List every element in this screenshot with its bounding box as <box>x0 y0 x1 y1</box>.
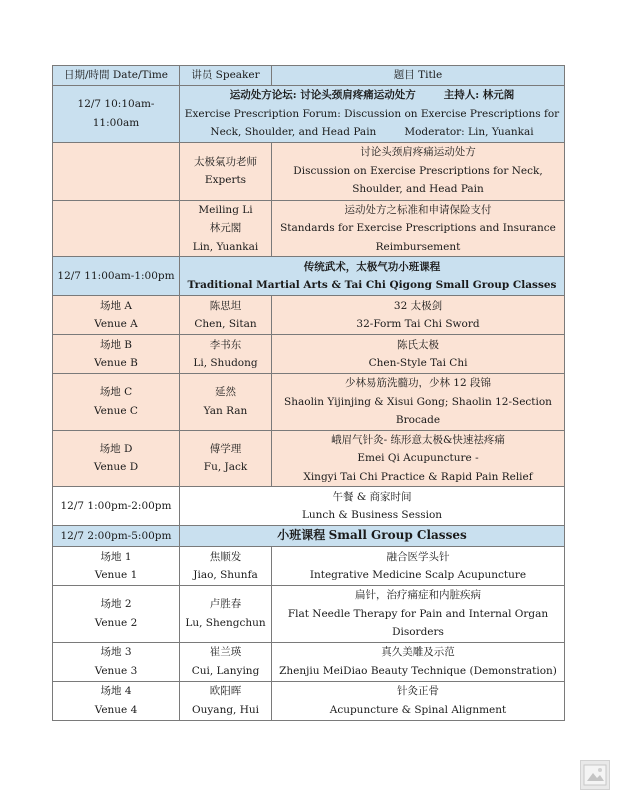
small-group-title-cell <box>180 526 565 547</box>
speaker-line: 太极氣功老师 <box>194 155 257 168</box>
title-line: Disorders <box>392 626 444 638</box>
title-line: 峨眉气针灸- 练形意太极&快速祛疼痛 <box>331 433 505 446</box>
venue-cn: 场地 D <box>99 442 133 455</box>
speaker-cn: 傅学理 <box>209 442 242 455</box>
time-cell <box>53 200 180 257</box>
forum-title-en-2: Neck, Shoulder, and Head Pain <box>210 126 377 138</box>
forum-section-row <box>53 86 565 143</box>
forum-title-cell <box>180 86 565 143</box>
table-row <box>53 547 565 586</box>
venue-en: Venue D <box>93 461 139 474</box>
title-line: 陈氏太极 <box>397 338 439 351</box>
title-line: Shoulder, and Head Pain <box>352 183 484 196</box>
title-line: 32-Form Tai Chi Sword <box>356 318 480 330</box>
speaker-line: 林元閣 <box>209 222 242 234</box>
speaker-cell <box>180 681 272 720</box>
martial-title-cell <box>180 257 565 296</box>
speaker-line: Meiling Li <box>198 203 253 216</box>
title-line: 运动处方之标准和申请保险支付 <box>344 203 492 216</box>
speaker-en: Cui, Lanying <box>191 664 260 677</box>
title-cell <box>272 642 565 681</box>
venue-cn: 场地 2 <box>100 598 132 611</box>
venue-cn: 场地 3 <box>100 646 132 658</box>
venue-en: Venue B <box>94 357 138 369</box>
speaker-en: Fu, Jack <box>203 461 248 474</box>
venue-en: Venue 4 <box>94 703 138 716</box>
title-cell <box>272 374 565 431</box>
venue-cell <box>53 374 180 431</box>
speaker-cn: 卢胜春 <box>209 598 242 611</box>
table-row <box>53 430 565 487</box>
venue-en: Venue 3 <box>94 664 138 677</box>
title-line: Discussion on Exercise Prescriptions for Neck, <box>293 164 543 177</box>
title-cell <box>272 142 565 200</box>
speaker-cell <box>180 142 272 200</box>
venue-en: Venue 2 <box>94 616 138 629</box>
speaker-cell <box>180 430 272 487</box>
title-line: Shaolin Yijinjing & Xisui Gong; Shaolin 12-Section <box>284 395 552 408</box>
title-line: 融合医学头针 <box>386 550 450 563</box>
speaker-cell <box>180 642 272 681</box>
title-line: Flat Needle Therapy for Pain and Internal Organ <box>287 607 549 620</box>
speaker-en: Chen, Sitan <box>194 318 257 330</box>
venue-en: Venue A <box>94 318 138 330</box>
venue-cell <box>53 335 180 374</box>
header-speaker: 讲员 Speaker <box>180 66 272 86</box>
title-cell <box>272 200 565 257</box>
martial-title-cn: 传统武术，太极气功小班课程 <box>303 260 441 273</box>
venue-cn: 场地 B <box>99 338 133 351</box>
venue-cell <box>53 681 180 720</box>
venue-cn: 场地 C <box>99 386 133 399</box>
title-line: 针灸正骨 <box>397 685 439 697</box>
title-cell <box>272 296 565 335</box>
table-row <box>53 142 565 200</box>
title-line: 真久美雕及示范 <box>381 646 455 658</box>
header-date-time: 日期/時間 Date/Time <box>53 66 180 86</box>
title-line: 少林易筋洗髓功，少林 12 段锦 <box>344 377 492 389</box>
venue-cn: 场地 4 <box>100 685 132 697</box>
speaker-cell <box>180 547 272 586</box>
table-row <box>53 200 565 257</box>
speaker-cell <box>180 374 272 431</box>
title-line: 扁针，治疗痛症和内脏疾病 <box>355 589 481 601</box>
speaker-cell <box>180 296 272 335</box>
lunch-time: 12/7 1:00pm-2:00pm <box>53 487 180 526</box>
forum-time: 12/7 10:10am-11:00am <box>53 86 180 143</box>
header-title: 题目 Title <box>272 66 565 86</box>
table-row <box>53 296 565 335</box>
forum-moderator: Moderator: Lin, Yuankai <box>404 126 534 138</box>
title-line: Emei Qi Acupuncture - <box>357 452 479 464</box>
lunch-title-cell <box>180 487 565 526</box>
speaker-cn: 焦顺发 <box>209 550 242 563</box>
venue-cell <box>53 430 180 487</box>
title-line: 讨论头颈肩疼痛运动处方 <box>360 146 476 159</box>
title-cell <box>272 335 565 374</box>
forum-title-en-1: Exercise Prescription Forum: Discussion on Exercise Prescriptions for <box>184 107 560 120</box>
title-line: Acupuncture & Spinal Alignment <box>329 703 507 716</box>
speaker-cn: 陈思坦 <box>209 299 242 312</box>
venue-cn: 场地 1 <box>100 550 132 563</box>
speaker-en: Li, Shudong <box>193 357 258 369</box>
speaker-en: Jiao, Shunfa <box>193 569 258 581</box>
title-line: Standards for Exercise Prescriptions and Insurance <box>280 222 556 234</box>
speaker-cn: 欧阳晖 <box>209 685 242 697</box>
title-line: 32 太极剑 <box>393 299 443 312</box>
small-group-time: 12/7 2:00pm-5:00pm <box>53 526 180 547</box>
title-cell <box>272 430 565 487</box>
title-line: Reimbursement <box>375 240 461 253</box>
title-cell <box>272 681 565 720</box>
small-group-section-row <box>53 526 565 547</box>
speaker-cell <box>180 586 272 643</box>
title-line: Brocade <box>395 414 441 426</box>
speaker-line: Experts <box>204 174 247 186</box>
title-cell <box>272 547 565 586</box>
table-header-row <box>53 66 565 86</box>
martial-section-row <box>53 257 565 296</box>
venue-en: Venue 1 <box>94 569 138 581</box>
small-group-title-en: Small Group Classes <box>328 528 467 543</box>
lunch-row <box>53 487 565 526</box>
table-row <box>53 374 565 431</box>
time-cell <box>53 142 180 200</box>
title-cell <box>272 586 565 643</box>
venue-cell <box>53 586 180 643</box>
image-placeholder-icon <box>581 761 609 789</box>
title-line: Chen-Style Tai Chi <box>368 357 468 369</box>
speaker-line: Lin, Yuankai <box>192 240 259 253</box>
lunch-title-cn: 午餐 & 商家时间 <box>332 490 412 503</box>
venue-cell <box>53 547 180 586</box>
speaker-en: Ouyang, Hui <box>192 703 259 716</box>
table-row <box>53 335 565 374</box>
speaker-cn: 延然 <box>215 386 236 399</box>
title-line: Xingyi Tai Chi Practice & Rapid Pain Relief <box>303 470 533 483</box>
small-group-title-cn: 小班课程 <box>277 528 326 543</box>
speaker-cell <box>180 200 272 257</box>
venue-cn: 场地 A <box>100 299 132 312</box>
venue-cell <box>53 296 180 335</box>
table-row <box>53 586 565 643</box>
speaker-cn: 李书东 <box>209 338 242 351</box>
speaker-cell <box>180 335 272 374</box>
speaker-en: Lu, Shengchun <box>185 616 266 629</box>
venue-cell <box>53 642 180 681</box>
forum-title-cn: 运动处方论坛: 讨论头颈肩疼痛运动处方 <box>229 89 416 101</box>
table-row <box>53 642 565 681</box>
lunch-title-en: Lunch & Business Session <box>301 509 443 521</box>
title-line: Integrative Medicine Scalp Acupuncture <box>309 569 527 581</box>
table-row <box>53 681 565 720</box>
schedule-table <box>52 65 565 721</box>
forum-host-cn: 主持人: 林元阁 <box>443 89 515 101</box>
speaker-en: Yan Ran <box>203 404 248 417</box>
venue-en: Venue C <box>94 404 138 417</box>
title-line: Zhenjiu MeiDiao Beauty Technique (Demonstration) <box>279 664 557 677</box>
martial-time: 12/7 11:00am-1:00pm <box>53 257 180 296</box>
martial-title-en: Traditional Martial Arts & Tai Chi Qigong Small Group Classes <box>187 279 557 291</box>
page-corner-icon <box>580 760 610 790</box>
speaker-cn: 崔兰瑛 <box>209 646 242 658</box>
